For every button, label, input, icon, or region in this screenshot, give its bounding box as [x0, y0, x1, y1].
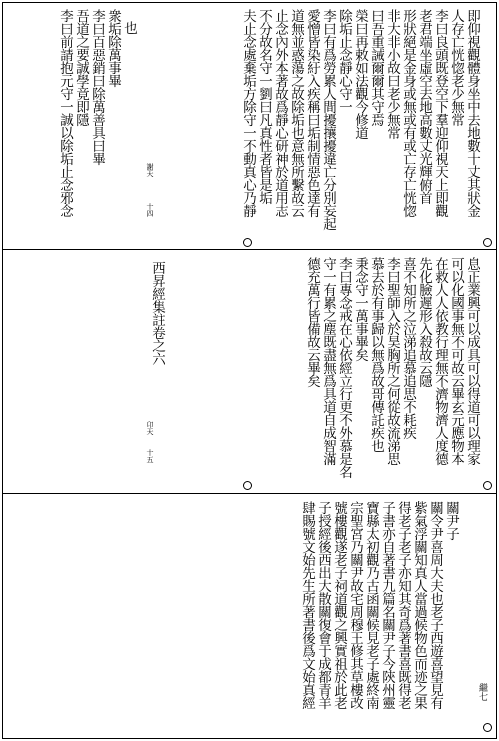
text-column: 衆垢除萬事畢 [105, 9, 121, 87]
binding-hole [243, 238, 252, 247]
text-column: 李曰聖師入於昊胸所之何從故流涕思 [384, 257, 400, 465]
folio-number: 十四 [146, 203, 154, 217]
binding-hole [483, 238, 492, 247]
text-column: 止念內外本著故爲靜心研神於道用志 [272, 9, 288, 217]
text-column: 子書亦自著書九篇名關尹子今陝州靈 [379, 501, 395, 709]
text-column: 慕去於有事歸以無爲故哥傳託疾也 [368, 257, 384, 452]
text-column: 寶縣太初觀乃古函關候見老子處終南 [363, 501, 379, 709]
text-column: 可以化國事無不可故云畢玄元應物本 [448, 257, 464, 465]
text-column: 德充萬行皆備故云畢矣 [304, 257, 320, 387]
margin-label: 謝天 [146, 163, 154, 177]
binding-hole [483, 481, 492, 490]
panel-divider [3, 249, 496, 250]
text-column: 秉念守一萬事畢矣 [352, 257, 368, 361]
folio-number: 十五 [146, 449, 154, 463]
text-column: 曰吾重誡爾爾其守焉 [368, 9, 384, 126]
text-column: 李曰有爲勞累人間擾攘擾違亡分別妄起 [320, 9, 336, 230]
chapter-heading: 關尹子 [443, 501, 459, 540]
text-column: 關令尹喜周大夫也老子西遊喜望見有 [427, 501, 443, 709]
text-column: 宗聖宮乃關尹故宅周穆王修其草樓改 [347, 501, 363, 709]
text-column: 道無並惑蕩之故除垢也意無所繫故云 [288, 9, 304, 217]
text-column: 子授經後西出大散關復會于成都青羊 [315, 501, 331, 709]
text-column: 非大非小故曰老少無常 [384, 9, 400, 139]
binding-hole [483, 723, 492, 732]
text-column: 李曰百惡銷曰除萬善具曰畢 [89, 9, 105, 165]
text-column: 榮曰再敕如法觀今修道 [352, 9, 368, 139]
text-column: 得老子老子亦知其奇爲著書喜既得老 [395, 501, 411, 709]
text-column: 人存亡恍惚老少無常 [448, 9, 464, 126]
text-column: 肆賜號文始先生所著書後爲文始真經 [299, 501, 315, 709]
panel-divider [3, 493, 496, 494]
chapter-end-title: 西昇經集註卷之六 [149, 261, 165, 365]
text-column: 不分故名守一劉曰凡真性者皆是垢 [256, 9, 272, 204]
text-column: 號樓觀遂老子祠道觀之興實祖於此老 [331, 501, 347, 709]
text-column: 除垢止念靜心守一 [336, 9, 352, 113]
text-column: 李曰前請抱元守一誠以除垢止念邪念 [57, 9, 73, 217]
margin-label: 卬天 [146, 421, 154, 435]
text-column: 息正業興可以成具可以得道可以理家 [464, 257, 480, 465]
text-column: 形狀絕是金身或無或有或亡存亡恍惚 [400, 9, 416, 217]
text-column: 先化臉遲形入殺故云隱 [416, 257, 432, 387]
text-column: 夫止念處棄垢方除守一不動真心乃靜 [240, 9, 256, 217]
binding-hole [243, 481, 252, 490]
text-column: 李曰良頭既登空下羣迎仰視天上即觀 [432, 9, 448, 217]
scanned-book-page [2, 2, 497, 739]
text-column: 愛憎皆染紆入疾稱曰垢制情惡色達有 [304, 9, 320, 217]
text-column: 紫氣浮關知真人當過候物色而迹之果 [411, 501, 427, 709]
text-column: 在救人人依教行理無不濟物濟人度德 [432, 257, 448, 465]
text-column: 即仰視觀體身坐中去地數十丈其狀金 [464, 9, 480, 217]
text-column: 吾道之要誠學竟即隱 [73, 9, 89, 126]
text-column: 李曰專念戒在心依經立行更不外慕是名 [336, 257, 352, 478]
text-column: 老君端坐虛空去地高數丈光輝俯首 [416, 9, 432, 204]
text-column: 喜不知所之泣涕追慕追思不耗疾 [400, 257, 416, 439]
text-column: 守一有累之塵既盡無爲具道自成智滿 [320, 257, 336, 465]
margin-label: 繼七 [477, 683, 487, 701]
text-column: 也 [121, 21, 137, 34]
